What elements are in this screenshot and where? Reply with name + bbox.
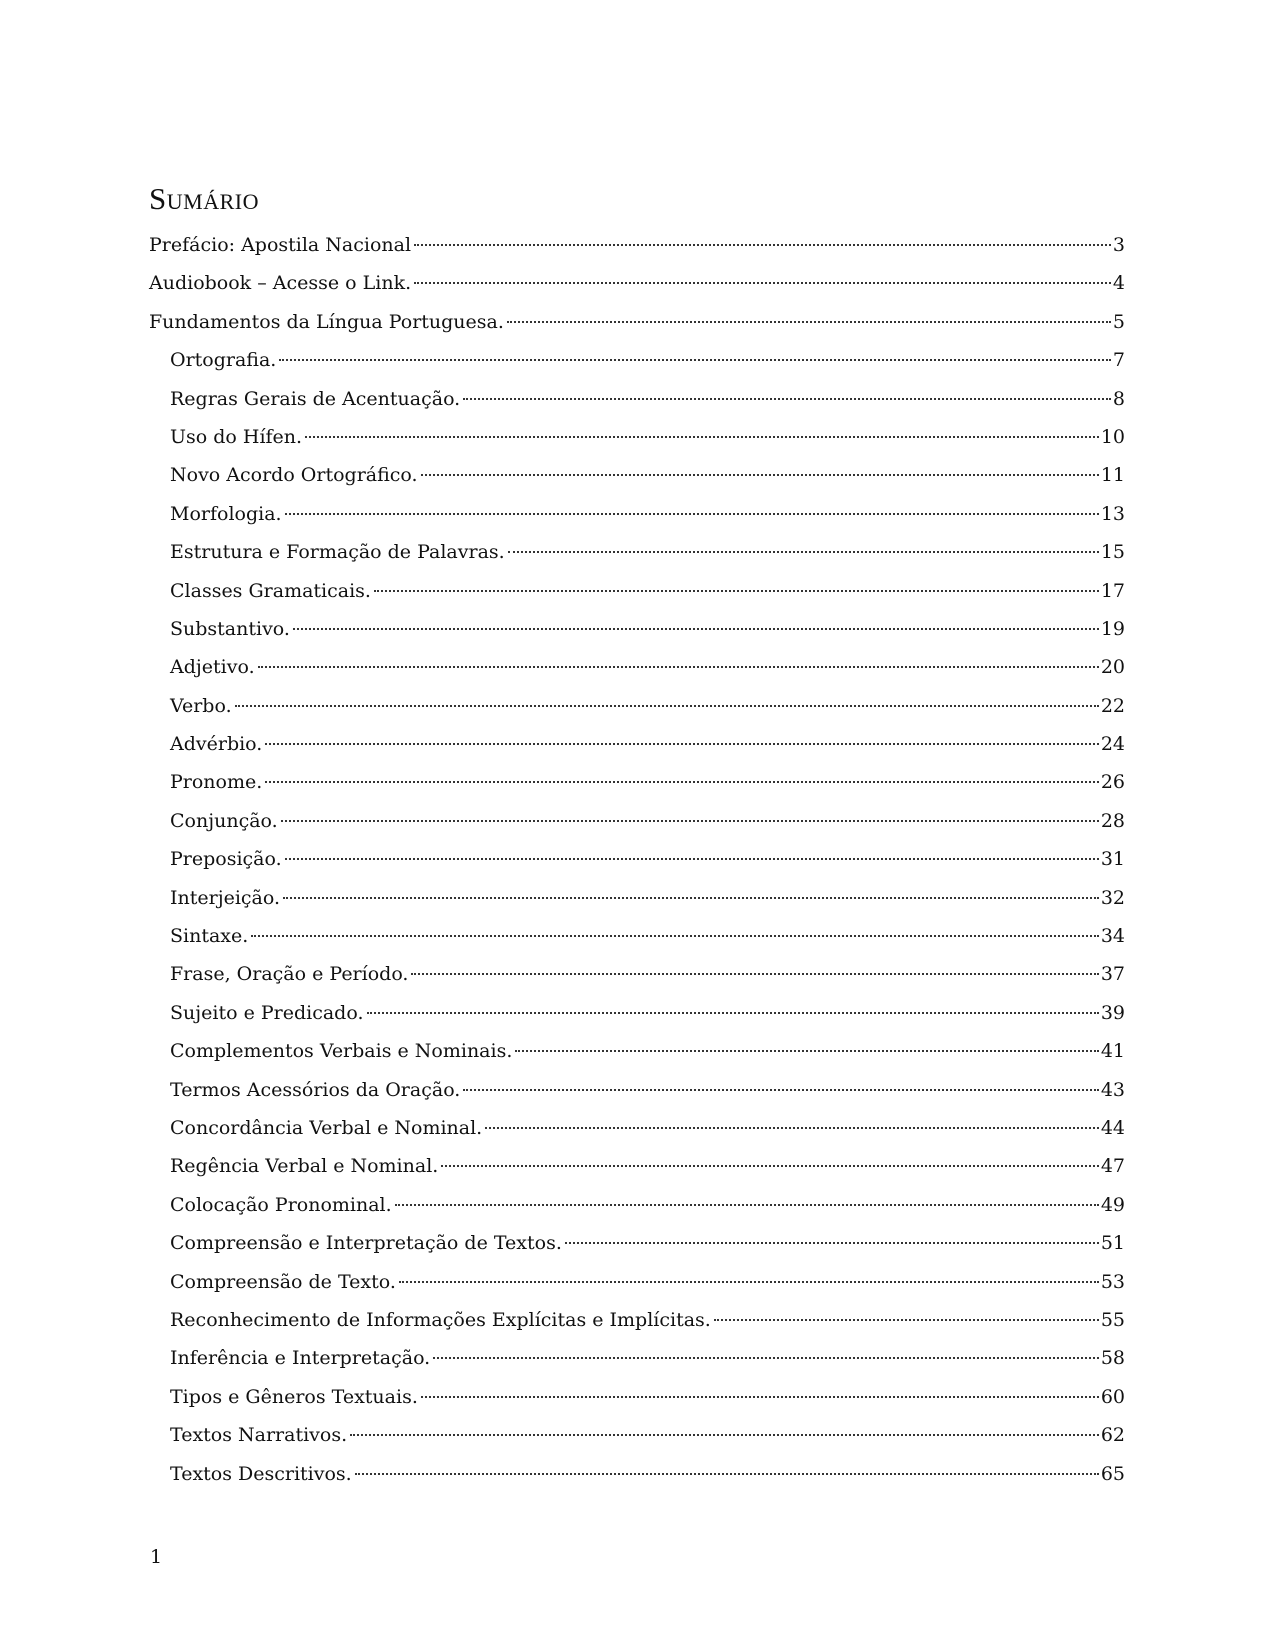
- table-of-contents: [149, 226, 1125, 1493]
- dot-leader: [414, 244, 1111, 246]
- toc-entry-page: 11: [1100, 464, 1125, 487]
- toc-entry-label: Pronome.: [170, 771, 263, 794]
- dot-leader: [433, 1357, 1099, 1359]
- toc-entry[interactable]: [149, 1071, 1125, 1109]
- toc-entry-page: 5: [1112, 310, 1125, 333]
- toc-entry-page: 20: [1100, 656, 1125, 679]
- toc-entry-label: Fundamentos da Língua Portuguesa.: [149, 310, 504, 333]
- dot-leader: [265, 781, 1099, 783]
- dot-leader: [463, 398, 1111, 400]
- dot-leader: [395, 1204, 1099, 1206]
- toc-entry[interactable]: [149, 610, 1125, 648]
- toc-entry-page: 65: [1100, 1462, 1125, 1485]
- toc-entry-label: Uso do Hífen.: [170, 425, 303, 448]
- toc-entry[interactable]: [149, 1263, 1125, 1301]
- dot-leader: [507, 321, 1111, 323]
- toc-entry-label: Novo Acordo Ortográfico.: [170, 464, 418, 487]
- toc-entry-label: Termos Acessórios da Oração.: [170, 1078, 461, 1101]
- toc-entry[interactable]: [149, 303, 1125, 341]
- toc-entry-page: 43: [1100, 1078, 1125, 1101]
- toc-entry[interactable]: [149, 840, 1125, 878]
- dot-leader: [293, 628, 1099, 630]
- dot-leader: [305, 436, 1099, 438]
- toc-entry[interactable]: [149, 226, 1125, 264]
- toc-entry[interactable]: [149, 687, 1125, 725]
- toc-entry-label: Adjetivo.: [170, 656, 255, 679]
- dot-leader: [281, 820, 1099, 822]
- toc-entry[interactable]: [149, 380, 1125, 418]
- toc-entry-label: Classes Gramaticais.: [170, 579, 371, 602]
- dot-leader: [414, 282, 1111, 284]
- toc-entry-page: 34: [1100, 925, 1125, 948]
- toc-entry-label: Compreensão e Interpretação de Textos.: [170, 1232, 562, 1255]
- toc-entry-page: 24: [1100, 733, 1125, 756]
- toc-entry-label: Advérbio.: [170, 733, 263, 756]
- toc-entry[interactable]: [149, 533, 1125, 571]
- toc-entry-page: 32: [1100, 886, 1125, 909]
- toc-entry-page: 17: [1100, 579, 1125, 602]
- toc-entry-page: 62: [1100, 1424, 1125, 1447]
- toc-entry-page: 47: [1100, 1155, 1125, 1178]
- toc-entry[interactable]: [149, 1032, 1125, 1070]
- toc-entry[interactable]: [149, 456, 1125, 494]
- dot-leader: [285, 513, 1099, 515]
- toc-entry-page: 31: [1100, 848, 1125, 871]
- toc-entry-label: Concordância Verbal e Nominal.: [170, 1116, 483, 1139]
- toc-entry-page: 8: [1112, 387, 1125, 410]
- toc-entry-label: Textos Descritivos.: [170, 1462, 352, 1485]
- toc-entry-label: Audiobook – Acesse o Link.: [149, 272, 412, 295]
- dot-leader: [265, 743, 1098, 745]
- toc-entry-page: 26: [1100, 771, 1125, 794]
- dot-leader: [279, 359, 1111, 361]
- toc-entry-label: Sintaxe.: [170, 925, 249, 948]
- dot-leader: [367, 1012, 1099, 1014]
- toc-entry[interactable]: [149, 917, 1125, 955]
- toc-entry[interactable]: [149, 1339, 1125, 1377]
- dot-leader: [355, 1473, 1099, 1475]
- toc-entry-page: 39: [1100, 1001, 1125, 1024]
- toc-entry-page: 37: [1100, 963, 1125, 986]
- toc-entry-label: Sujeito e Predicado.: [170, 1001, 364, 1024]
- toc-entry-label: Tipos e Gêneros Textuais.: [170, 1385, 418, 1408]
- toc-entry-page: 13: [1100, 502, 1125, 525]
- toc-entry[interactable]: [149, 802, 1125, 840]
- toc-title: Sumário: [149, 181, 259, 216]
- toc-entry[interactable]: [149, 1224, 1125, 1262]
- toc-entry[interactable]: [149, 1416, 1125, 1454]
- toc-entry-page: 51: [1100, 1232, 1125, 1255]
- toc-entry-page: 7: [1112, 349, 1125, 372]
- toc-entry-page: 3: [1112, 234, 1125, 256]
- dot-leader: [411, 973, 1098, 975]
- toc-entry-page: 19: [1100, 617, 1125, 640]
- toc-entry-page: 44: [1100, 1116, 1125, 1139]
- toc-entry-label: Conjunção.: [170, 809, 278, 832]
- dot-leader: [421, 1396, 1099, 1398]
- dot-leader: [399, 1281, 1099, 1283]
- toc-entry-page: 60: [1100, 1385, 1125, 1408]
- toc-entry-label: Verbo.: [170, 694, 232, 717]
- dot-leader: [515, 1050, 1098, 1052]
- toc-entry[interactable]: [149, 1455, 1125, 1493]
- toc-entry[interactable]: [149, 1301, 1125, 1339]
- toc-entry-page: 10: [1100, 425, 1125, 448]
- toc-entry-label: Compreensão de Texto.: [170, 1270, 396, 1293]
- toc-entry-label: Regência Verbal e Nominal.: [170, 1155, 439, 1178]
- toc-entry-label: Reconhecimento de Informações Explícitas e Implícitas.: [170, 1308, 711, 1331]
- toc-entry[interactable]: [149, 725, 1125, 763]
- dot-leader: [714, 1319, 1099, 1321]
- toc-entry-label: Prefácio: Apostila Nacional: [149, 234, 412, 256]
- dot-leader: [485, 1127, 1099, 1129]
- toc-entry-label: Inferência e Interpretação.: [170, 1347, 431, 1370]
- toc-entry[interactable]: [149, 955, 1125, 993]
- toc-entry[interactable]: [149, 418, 1125, 456]
- toc-entry[interactable]: [149, 763, 1125, 801]
- dot-leader: [374, 590, 1099, 592]
- toc-entry-label: Frase, Oração e Período.: [170, 963, 409, 986]
- toc-entry-page: 53: [1100, 1270, 1125, 1293]
- page-number: 1: [150, 1546, 163, 1568]
- dot-leader: [258, 666, 1099, 668]
- dot-leader: [463, 1089, 1098, 1091]
- toc-entry-label: Substantivo.: [170, 617, 290, 640]
- dot-leader: [283, 897, 1099, 899]
- dot-leader: [285, 858, 1099, 860]
- toc-entry-label: Ortografia.: [170, 349, 277, 372]
- toc-entry-label: Estrutura e Formação de Palavras.: [170, 541, 505, 564]
- toc-entry[interactable]: [149, 1109, 1125, 1147]
- toc-entry-label: Regras Gerais de Acentuação.: [170, 387, 461, 410]
- dot-leader: [235, 705, 1099, 707]
- dot-leader: [350, 1434, 1099, 1436]
- toc-entry[interactable]: [149, 572, 1125, 610]
- toc-entry[interactable]: [149, 1378, 1125, 1416]
- toc-entry[interactable]: [149, 648, 1125, 686]
- toc-entry[interactable]: [149, 341, 1125, 379]
- dot-leader: [441, 1165, 1099, 1167]
- toc-entry-label: Interjeição.: [170, 886, 281, 909]
- toc-entry-label: Textos Narrativos.: [170, 1424, 348, 1447]
- toc-entry-label: Morfologia.: [170, 502, 282, 525]
- toc-entry-page: 49: [1100, 1193, 1125, 1216]
- toc-entry-page: 41: [1100, 1040, 1125, 1063]
- toc-entry-label: Preposição.: [170, 848, 282, 871]
- toc-entry[interactable]: [149, 1147, 1125, 1185]
- dot-leader: [508, 551, 1099, 553]
- toc-entry-label: Complementos Verbais e Nominais.: [170, 1040, 513, 1063]
- toc-entry-label: Colocação Pronominal.: [170, 1193, 392, 1216]
- toc-entry-page: 28: [1100, 809, 1125, 832]
- toc-entry-page: 55: [1100, 1308, 1125, 1331]
- toc-entry[interactable]: [149, 994, 1125, 1032]
- toc-entry-page: 22: [1100, 694, 1125, 717]
- toc-entry[interactable]: [149, 1186, 1125, 1224]
- dot-leader: [251, 935, 1099, 937]
- toc-entry[interactable]: [149, 495, 1125, 533]
- dot-leader: [565, 1242, 1099, 1244]
- toc-entry-page: 4: [1112, 272, 1125, 295]
- toc-entry-page: 58: [1100, 1347, 1125, 1370]
- toc-entry-page: 15: [1100, 541, 1125, 564]
- dot-leader: [421, 474, 1099, 476]
- toc-entry[interactable]: [149, 879, 1125, 917]
- toc-entry[interactable]: [149, 264, 1125, 302]
